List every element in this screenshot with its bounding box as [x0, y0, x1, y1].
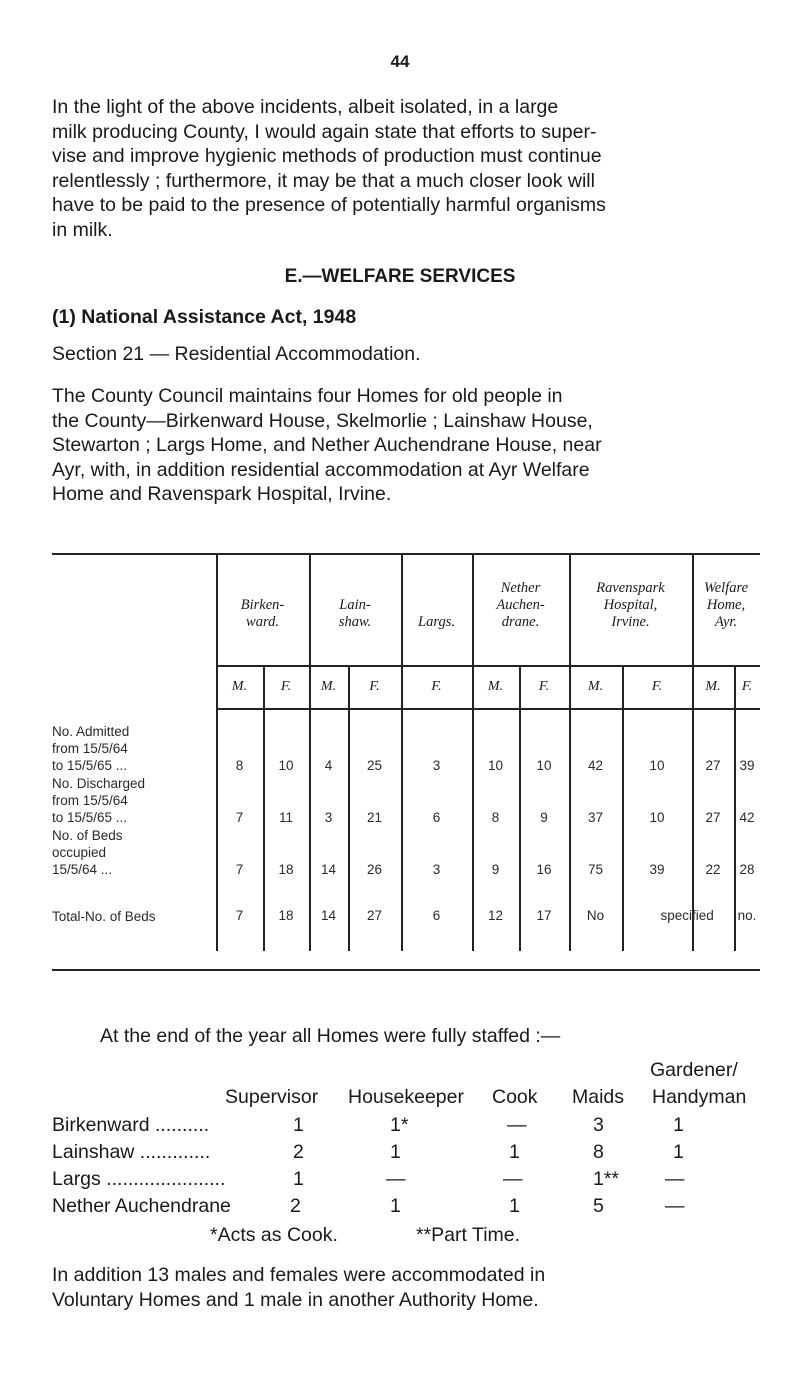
table-cell: 10: [649, 758, 665, 773]
row-label-beds-occupied: No. of Beds occupied 15/5/64 ...: [52, 828, 123, 877]
table-cell: 7: [235, 810, 244, 825]
table-cell: 6: [432, 810, 441, 825]
sex-header: M.: [487, 679, 504, 694]
staff-cell: —: [503, 1168, 523, 1190]
col-largs: Largs.: [418, 614, 455, 630]
staff-cell: 5: [593, 1195, 604, 1217]
table-cell: 39: [649, 862, 665, 877]
staff-cell: 1: [293, 1114, 304, 1136]
staff-cell: —: [386, 1168, 406, 1190]
staff-cell: 1: [673, 1114, 684, 1136]
table-cell: 18: [278, 862, 294, 877]
closing-paragraph: In addition 13 males and females were accommodated in Voluntary Homes and 1 male in another Authority Home.: [52, 1264, 546, 1311]
table-cell: no.: [737, 908, 757, 923]
table-header-rule: [216, 665, 760, 667]
sex-header: M.: [231, 679, 248, 694]
staff-header-gardener: Gardener/: [650, 1059, 738, 1081]
table-cell: 17: [536, 908, 552, 923]
table-cell: 10: [536, 758, 552, 773]
table-cell: 37: [587, 810, 604, 825]
staff-header-housekeeper: Housekeeper: [348, 1086, 464, 1108]
staff-header-maids: Maids: [572, 1086, 625, 1108]
staff-cell: 1: [293, 1168, 304, 1190]
table-cell: 3: [324, 810, 333, 825]
staff-cell: 8: [593, 1141, 604, 1163]
sex-header: F.: [651, 679, 663, 694]
table-cell: 39: [739, 758, 755, 773]
staff-cell: —: [507, 1114, 527, 1136]
staff-header-cook: Cook: [492, 1086, 538, 1108]
table-cell: 26: [366, 862, 383, 877]
staff-cell: 1: [509, 1141, 520, 1163]
col-birkenward: Birken- ward.: [240, 597, 285, 630]
table-cell: fied: [692, 908, 714, 923]
staff-header-supervisor: Supervisor: [225, 1086, 319, 1108]
sex-header: M.: [587, 679, 604, 694]
table-cell: 9: [491, 862, 500, 877]
table-cell: 9: [540, 810, 548, 825]
table-cell: 42: [587, 758, 604, 773]
staff-cell: 2: [290, 1195, 301, 1217]
staff-cell: —: [665, 1195, 685, 1217]
staff-cell: 2: [293, 1141, 304, 1163]
sex-header: F.: [280, 679, 292, 694]
table-cell: 3: [432, 758, 441, 773]
table-cell: 22: [705, 862, 721, 877]
col-lainshaw: Lain- shaw.: [338, 597, 372, 630]
table-cell: 11: [278, 810, 293, 825]
col-ravenspark: Ravenspark Hospital, Irvine.: [596, 580, 665, 630]
staffing-intro: At the end of the year all Homes were fully staffed :—: [100, 1025, 561, 1047]
table-cell: 42: [739, 810, 755, 825]
table-cell: 27: [705, 810, 721, 825]
table-cell: 6: [432, 908, 441, 923]
sex-header: F.: [369, 679, 380, 694]
table-cell: speci: [660, 908, 692, 923]
table-cell: No: [586, 908, 605, 923]
staff-cell: 1*: [390, 1114, 409, 1136]
col-nether-auchendrane: Nether Auchen- drane.: [496, 580, 545, 630]
staff-cell: 1: [390, 1141, 401, 1163]
footnote-part-time: **Part Time.: [416, 1224, 521, 1246]
sex-header: M.: [320, 679, 337, 694]
staff-cell: —: [665, 1168, 685, 1190]
table-cell: 10: [278, 758, 294, 773]
table-bottom-rule: [52, 969, 760, 971]
row-label-admitted: No. Admitted from 15/5/64 to 15/5/65 ...: [52, 724, 130, 773]
table-cell: 18: [278, 908, 294, 923]
homes-paragraph: The County Council maintains four Homes for old people in the County—Birkenward House, Skelmorlie ; Lainshaw House, Stewarton ; Largs Home, and Nether Auchendrane House, near Ayr, with, in addition residential accommodation at Ayr Welfare Home and Ravenspark Hospital, Irvine.: [52, 385, 602, 505]
staff-cell: 1: [509, 1195, 520, 1217]
section-heading: E.—WELFARE SERVICES: [284, 266, 516, 287]
intro-paragraph: In the light of the above incidents, albeit isolated, in a large milk producing County, I would again state that efforts to super- vise and improve hygienic methods of production must continue relentlessly ; furthermore, it may be that a much closer look will have to be paid to the presence of potentially harmful organisms in milk.: [52, 96, 606, 241]
table-cell: 75: [587, 862, 604, 877]
staff-row-name: Lainshaw .............: [52, 1141, 211, 1163]
staff-cell: 1: [390, 1195, 401, 1217]
row-label-total-beds: Total-No. of Beds: [52, 909, 156, 924]
table-cell: 27: [705, 758, 721, 773]
sex-header: F.: [538, 679, 550, 694]
table-subheader-rule: [216, 708, 760, 710]
footnote-acts-as-cook: *Acts as Cook.: [210, 1224, 338, 1246]
act-heading: (1) National Assistance Act, 1948: [52, 306, 357, 328]
table-cell: 4: [324, 758, 333, 773]
table-cell: 14: [320, 908, 337, 923]
sex-header: M.: [705, 679, 721, 694]
table-cell: 7: [235, 908, 244, 923]
staff-row-name: Nether Auchendrane: [52, 1195, 231, 1217]
page-number: 44: [390, 52, 410, 71]
table-cell: 10: [487, 758, 504, 773]
table-cell: 3: [432, 862, 441, 877]
table-top-rule: [52, 553, 760, 555]
table-cell: 21: [366, 810, 383, 825]
table-cell: 10: [649, 810, 665, 825]
col-welfare-home: Welfare Home, Ayr.: [703, 580, 749, 630]
sex-header: F.: [431, 679, 442, 694]
table-cell: 8: [491, 810, 500, 825]
table-cell: 28: [739, 862, 755, 877]
staff-row-name: Largs ......................: [52, 1168, 226, 1190]
admissions-table: [52, 553, 760, 971]
staff-cell: 3: [593, 1114, 604, 1136]
sex-header: F.: [741, 679, 753, 694]
section-line: Section 21 — Residential Accommodation.: [52, 343, 421, 365]
table-cell: 27: [366, 908, 383, 923]
table-cell: 14: [320, 862, 337, 877]
table-cell: 25: [366, 758, 383, 773]
staff-header-handyman: Handyman: [652, 1086, 747, 1108]
table-cell: 7: [235, 862, 244, 877]
table-cell: 16: [536, 862, 552, 877]
row-label-discharged-text: No. Discharged from 15/5/64 to 15/5/65 ...: [52, 776, 146, 825]
staff-cell: 1: [673, 1141, 684, 1163]
staff-row-name: Birkenward ..........: [52, 1114, 210, 1136]
table-cell: 12: [487, 908, 504, 923]
table-cell: 8: [235, 758, 244, 773]
staff-cell: 1**: [593, 1168, 620, 1190]
